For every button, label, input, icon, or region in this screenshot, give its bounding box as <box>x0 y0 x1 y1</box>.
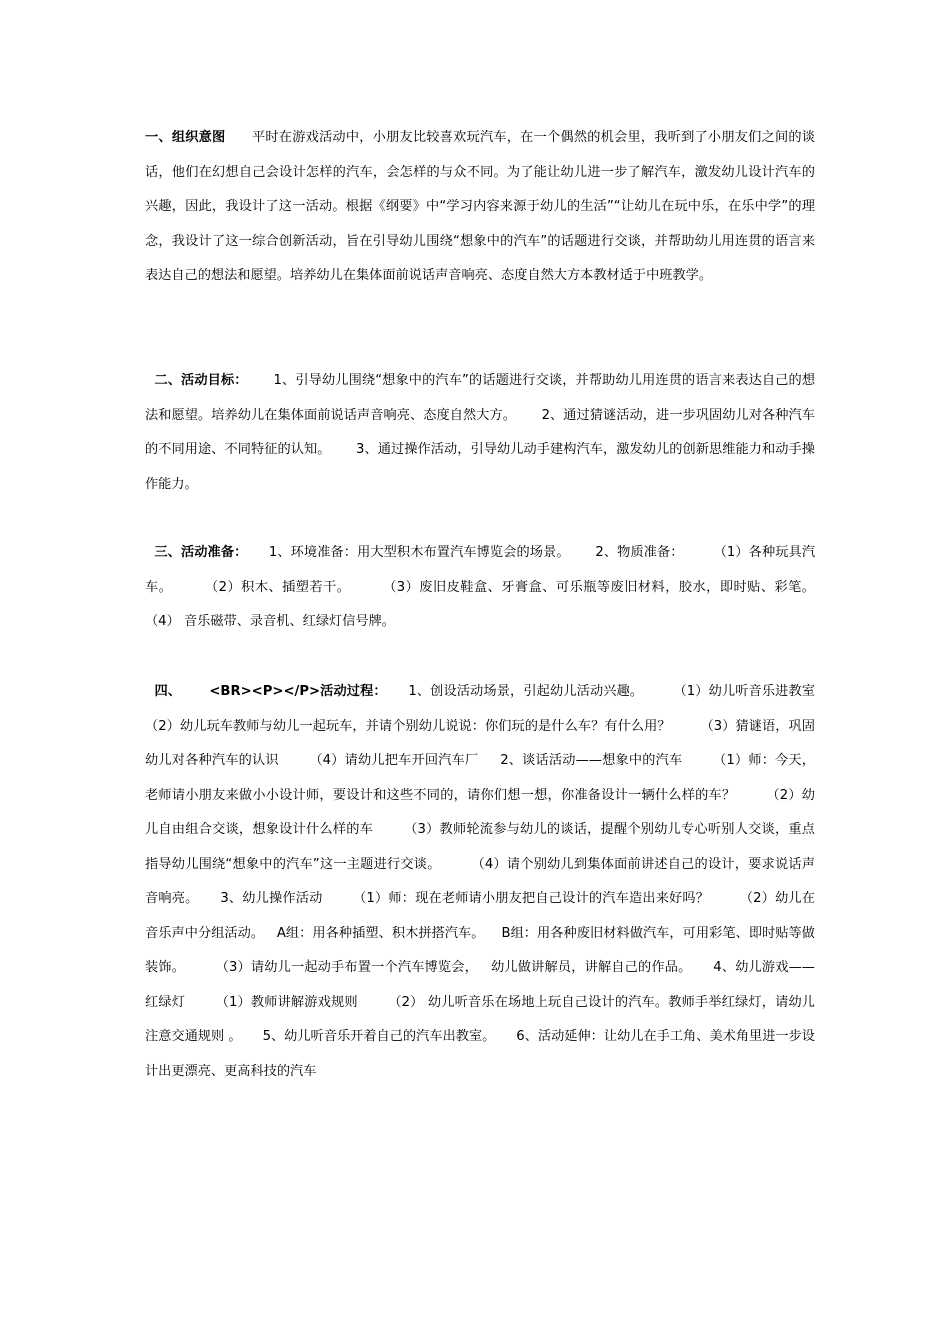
section-organization-intent <box>145 121 815 294</box>
section-activity-preparation <box>145 536 849 640</box>
section-heading: 二、活动目标： <box>145 373 248 388</box>
section-body: 1、引导幼儿围绕“想象中的汽车”的话题进行交谈，并帮助幼儿用连贯的语言来表达自己的想法和愿望。培养幼儿在集体面前说话声音响亮、态度自然大方。 2、通过猜谜活动，进一步巩固幼儿对各种汽车的不同用途、不同特征的认知。 3、通过操作活动，引导幼儿动手建构汽车，激发幼儿的创新思维能力和动手操作能力。 <box>145 373 816 492</box>
section-activity-goals <box>145 364 815 502</box>
section-body: 1、创设活动场景，引起幼儿活动兴趣。 （1）幼儿听音乐进教室 （2）幼儿玩车教师与幼儿一起玩车，并请个别幼儿说说：你们玩的是什么车？有什么用？ （3）猜谜语，巩固幼儿对各种汽车的认识 （4）请幼儿把车开回汽车厂 2、谈话活动——想象中的汽车 （1）师：今天，老师请小朋友来做小小设计师，要设计和这些不同的，请你们想一想，你准备设计一辆什么样的车？ （2）幼儿自由组合交谈，想象设计什么样的车 （3）教师轮流参与幼儿的谈话，提醒个别幼儿专心听别人交谈，重点指导幼儿围绕“想象中的汽车”这一主题进行交谈。 （4）请个别幼儿到集体面前讲述自己的设计，要求说话声音响亮。 3、幼儿操作活动 （1）师：现在老师请小朋友把自己设计的汽车造出来好吗？ （2）幼儿在音乐声中分组活动。 A组：用各种插塑、积木拼搭汽车。 B组：用各种废旧材料做汽车，可用彩笔、即时贴等做装饰。 （3）请幼儿一起动手布置一个汽车博览会， 幼儿做讲解员，讲解自己的作品。 4、幼儿游戏——红绿灯 （1）教师讲解游戏规则 （2） 幼儿听音乐在场地上玩自己设计的汽车。教师手举红绿灯，请幼儿注意交通规则 。 5、幼儿听音乐开着自己的汽车出教室。 6、活动延伸：让幼儿在手工角、美术角里进一步设计出更漂亮、更高科技的汽车 <box>145 684 845 1079</box>
section-heading: 一、组织意图 <box>145 130 226 145</box>
section-body: 1、环境准备：用大型积木布置汽车博览会的场景。 2、物质准备： （1）各种玩具汽车。 （2）积木、插塑若干。 （3）废旧皮鞋盒、牙膏盒、可乐瓶等废旧材料，胶水，即时贴、彩笔。 （4） 音乐磁带、录音机、红绿灯信号牌。 <box>145 545 849 629</box>
section-activity-process <box>145 675 845 1089</box>
section-heading: 三、活动准备： <box>145 545 248 560</box>
section-body: 平时在游戏活动中，小朋友比较喜欢玩汽车，在一个偶然的机会里，我听到了小朋友们之间的谈话，他们在幻想自己会设计怎样的汽车，会怎样的与众不同。为了能让幼儿进一步了解汽车，激发幼儿设计汽车的兴趣，因此，我设计了这一活动。根据《纲要》中“学习内容来源于幼儿的生活”“让幼儿在玩中乐，在乐中学”的理念，我设计了这一综合创新活动，旨在引导幼儿围绕“想象中的汽车”的话题进行交谈，并帮助幼儿用连贯的语言来表达自己的想法和愿望。培养幼儿在集体面前说话声音响亮、态度自然大方本教材适于中班教学。 <box>145 130 815 283</box>
section-heading: 四、 <BR><P></P>活动过程： <box>145 684 387 699</box>
